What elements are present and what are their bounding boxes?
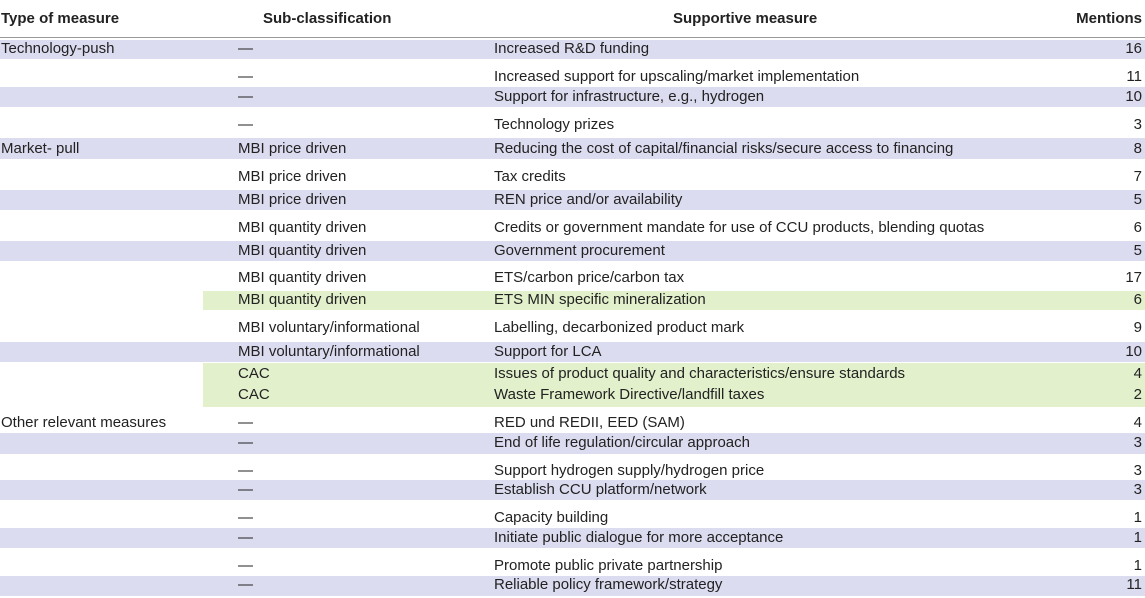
mentions-cell: 1 xyxy=(1133,529,1142,546)
table-row xyxy=(0,210,1145,241)
sub-classification-cell: — xyxy=(238,116,253,133)
measure-cell: RED und REDII, EED (SAM) xyxy=(494,414,685,431)
table-row xyxy=(0,548,1145,576)
sub-classification-cell: CAC xyxy=(238,386,270,403)
mentions-cell: 9 xyxy=(1133,319,1142,336)
mentions-cell: 4 xyxy=(1133,414,1142,431)
mentions-cell: 3 xyxy=(1133,116,1142,133)
table-row xyxy=(0,59,1145,87)
header-type-of-measure: Type of measure xyxy=(1,10,120,27)
table-row xyxy=(0,342,1145,362)
type-cell: Other relevant measures xyxy=(1,414,167,431)
mentions-cell: 8 xyxy=(1133,140,1142,157)
table-row xyxy=(0,500,1145,528)
table-row xyxy=(0,407,1145,433)
mentions-cell: 3 xyxy=(1133,462,1142,479)
sub-classification-cell: MBI price driven xyxy=(238,168,347,185)
mentions-cell: 4 xyxy=(1133,365,1142,382)
table-row xyxy=(0,241,1145,261)
sub-classification-cell: MBI quantity driven xyxy=(238,269,367,286)
mentions-cell: 11 xyxy=(1126,576,1142,593)
table-row xyxy=(0,454,1145,480)
table-row xyxy=(0,159,1145,190)
type-cell: Market- pull xyxy=(1,140,80,157)
table-row xyxy=(0,87,1145,107)
sub-classification-cell: — xyxy=(238,414,253,431)
mentions-cell: 2 xyxy=(1133,386,1142,403)
header-supportive-measure: Supportive measure xyxy=(673,10,818,27)
table-row xyxy=(0,291,1145,310)
sub-classification-cell: — xyxy=(238,68,253,85)
mentions-cell: 3 xyxy=(1133,434,1142,451)
sub-classification-cell: — xyxy=(238,576,253,593)
sub-classification-cell: MBI voluntary/informational xyxy=(238,319,420,336)
measure-cell: Initiate public dialogue for more acceptance xyxy=(494,529,784,546)
header-sub-classification: Sub-classification xyxy=(263,10,392,27)
table-row xyxy=(0,107,1145,138)
table-row xyxy=(0,384,1145,407)
measure-cell: Reliable policy framework/strategy xyxy=(494,576,723,593)
sub-classification-cell: MBI voluntary/informational xyxy=(238,343,420,360)
mentions-cell: 11 xyxy=(1126,68,1142,85)
measure-cell: Government procurement xyxy=(494,242,665,259)
sub-classification-cell: MBI price driven xyxy=(238,140,347,157)
measure-cell: Support for infrastructure, e.g., hydrogen xyxy=(494,88,765,105)
sub-classification-cell: — xyxy=(238,509,253,526)
mentions-cell: 3 xyxy=(1133,481,1142,498)
mentions-cell: 7 xyxy=(1133,168,1142,185)
mentions-cell: 10 xyxy=(1125,88,1142,105)
measure-cell: Reducing the cost of capital/financial risks/secure access to financing xyxy=(494,140,954,157)
measure-cell: Promote public private partnership xyxy=(494,557,723,574)
sub-classification-cell: — xyxy=(238,529,253,546)
mentions-cell: 5 xyxy=(1133,191,1142,208)
mentions-cell: 1 xyxy=(1133,509,1142,526)
mentions-cell: 16 xyxy=(1125,40,1142,57)
measure-cell: Issues of product quality and characteristics/ensure standards xyxy=(494,365,906,382)
sub-classification-cell: — xyxy=(238,462,253,479)
table-row xyxy=(0,363,1145,384)
sub-classification-cell: MBI quantity driven xyxy=(238,291,367,308)
sub-classification-cell: — xyxy=(238,434,253,451)
table-row xyxy=(0,310,1145,342)
measure-cell: Capacity building xyxy=(494,509,609,526)
measure-cell: Waste Framework Directive/landfill taxes xyxy=(494,386,765,403)
measure-cell: Support hydrogen supply/hydrogen price xyxy=(494,462,765,479)
table-row xyxy=(0,480,1145,500)
measure-cell: Support for LCA xyxy=(494,343,602,360)
sub-classification-cell: CAC xyxy=(238,365,270,382)
mentions-cell: 10 xyxy=(1125,343,1142,360)
measure-cell: ETS/carbon price/carbon tax xyxy=(494,269,685,286)
table-row xyxy=(0,190,1145,210)
measure-cell: ETS MIN specific mineralization xyxy=(494,291,706,308)
table-row xyxy=(0,433,1145,454)
measure-cell: Increased support for upscaling/market implementation xyxy=(494,68,860,85)
header-mentions: Mentions xyxy=(1076,10,1142,27)
measure-cell: Labelling, decarbonized product mark xyxy=(494,319,745,336)
sub-classification-cell: MBI quantity driven xyxy=(238,242,367,259)
mentions-cell: 6 xyxy=(1133,219,1142,236)
table-row xyxy=(0,138,1145,159)
measure-cell: Credits or government mandate for use of CCU products, blending quotas xyxy=(494,219,985,236)
measure-cell: Technology prizes xyxy=(494,116,615,133)
measure-cell: End of life regulation/circular approach xyxy=(494,434,750,451)
sub-classification-cell: — xyxy=(238,40,253,57)
mentions-cell: 17 xyxy=(1125,269,1142,286)
table-row xyxy=(0,576,1145,596)
sub-classification-cell: — xyxy=(238,88,253,105)
measure-cell: Increased R&D funding xyxy=(494,40,650,57)
mentions-cell: 5 xyxy=(1133,242,1142,259)
sub-classification-cell: MBI quantity driven xyxy=(238,219,367,236)
sub-classification-cell: MBI price driven xyxy=(238,191,347,208)
sub-classification-cell: — xyxy=(238,557,253,574)
measure-cell: Establish CCU platform/network xyxy=(494,481,707,498)
mentions-cell: 6 xyxy=(1133,291,1142,308)
measure-cell: REN price and/or availability xyxy=(494,191,683,208)
type-cell: Technology-push xyxy=(1,40,115,57)
measure-cell: Tax credits xyxy=(494,168,566,185)
table-row xyxy=(0,40,1145,59)
mentions-cell: 1 xyxy=(1133,557,1142,574)
sub-classification-cell: — xyxy=(238,481,253,498)
table-header xyxy=(0,0,1145,38)
table-row xyxy=(0,528,1145,548)
table-row xyxy=(0,261,1145,291)
